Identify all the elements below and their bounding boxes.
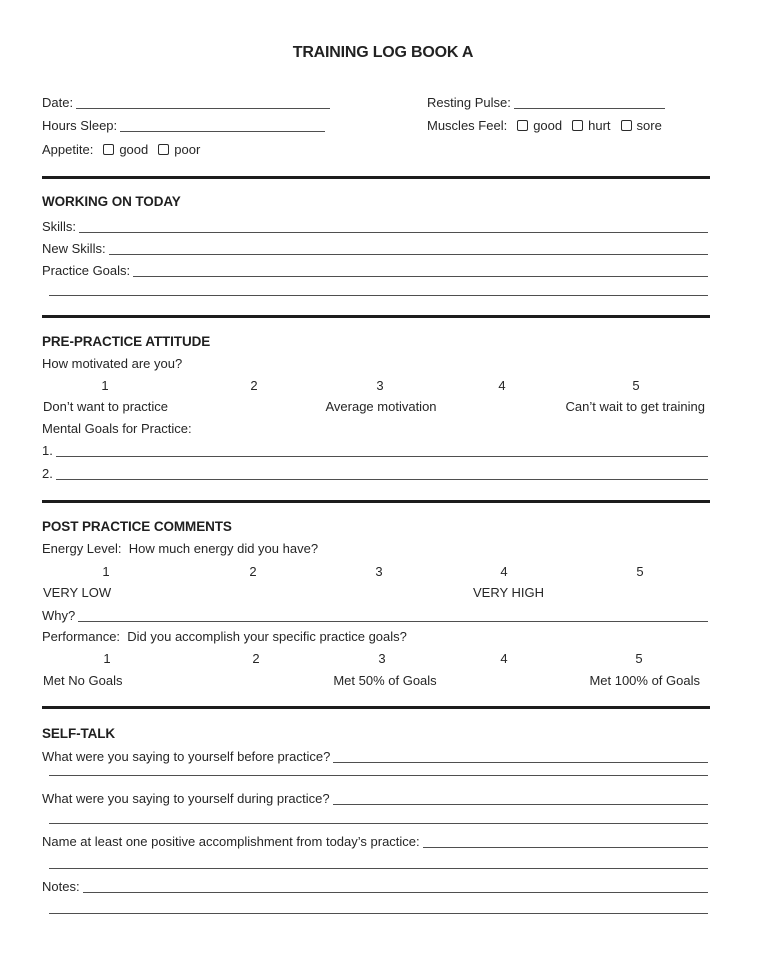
date-row — [42, 95, 330, 111]
new-skills-input-line[interactable] — [109, 253, 708, 255]
page-title: TRAINING LOG BOOK A — [292, 44, 474, 61]
section-divider — [42, 706, 710, 709]
motivation-scale-2[interactable]: 2 — [250, 378, 258, 393]
skills-row — [42, 219, 708, 235]
resting-pulse-label: Resting Pulse: — [427, 95, 511, 110]
goal-2-input-line[interactable] — [56, 478, 708, 480]
resting-pulse-row — [427, 95, 665, 111]
muscles-sore-label: sore — [636, 118, 662, 133]
why-row — [42, 608, 708, 624]
practice-goals-label: Practice Goals: — [42, 263, 131, 278]
performance-scale-4[interactable]: 4 — [500, 651, 508, 666]
checkbox-icon-appetite-poor[interactable] — [158, 144, 169, 155]
motivation-scale-3[interactable]: 3 — [376, 378, 384, 393]
muscles-feel-label: Muscles Feel: — [427, 118, 508, 133]
performance-question: Performance: Did you accomplish your specific practice goals? — [42, 629, 407, 644]
notes-continuation-line[interactable] — [49, 913, 708, 914]
hours-sleep-row — [42, 118, 325, 134]
energy-scale-5[interactable]: 5 — [636, 564, 644, 579]
before-practice-label: What were you saying to yourself before practice? — [42, 749, 331, 764]
energy-question: Energy Level: How much energy did you have? — [42, 541, 319, 556]
energy-scale-4[interactable]: 4 — [500, 564, 508, 579]
muscles-option-sore — [621, 118, 662, 134]
skills-label: Skills: — [42, 219, 76, 234]
energy-anchors — [0, 585, 766, 601]
notes-input-line[interactable] — [83, 891, 708, 893]
accomplishment-continuation-line[interactable] — [49, 868, 708, 869]
accomplishment-row — [42, 834, 708, 850]
before-practice-input-line[interactable] — [333, 761, 708, 763]
working-on-today-heading: WORKING ON TODAY — [42, 194, 181, 209]
motivation-scale-4[interactable]: 4 — [498, 378, 506, 393]
motivation-question: How motivated are you? — [42, 356, 183, 371]
motivation-anchor-low: Don’t want to practice — [43, 399, 169, 414]
muscles-hurt-label: hurt — [588, 118, 611, 133]
before-practice-continuation-line[interactable] — [49, 775, 708, 776]
self-talk-heading: SELF-TALK — [42, 726, 116, 741]
new-skills-row — [42, 241, 708, 257]
during-practice-label: What were you saying to yourself during practice? — [42, 791, 330, 806]
appetite-option-good — [103, 142, 148, 158]
hours-sleep-input-line[interactable] — [120, 130, 325, 132]
mental-goals-label: Mental Goals for Practice: — [42, 421, 192, 436]
accomplishment-input-line[interactable] — [423, 846, 708, 848]
new-skills-label: New Skills: — [42, 241, 106, 256]
section-divider — [42, 315, 710, 318]
performance-scale-5[interactable]: 5 — [635, 651, 643, 666]
practice-goals-input-line[interactable] — [133, 275, 708, 277]
goal-1-label: 1. — [42, 443, 53, 458]
energy-scale-1[interactable]: 1 — [102, 564, 110, 579]
mental-goal-1-row — [42, 443, 708, 459]
skills-input-line[interactable] — [79, 231, 708, 233]
date-label: Date: — [42, 95, 74, 110]
energy-anchor-high: VERY HIGH — [473, 585, 545, 600]
muscles-good-label: good — [533, 118, 563, 133]
before-practice-row — [42, 749, 708, 765]
checkbox-icon-muscles-good[interactable] — [517, 120, 528, 131]
muscles-feel-row — [427, 118, 662, 134]
motivation-anchor-mid: Average motivation — [325, 399, 437, 414]
accomplishment-label: Name at least one positive accomplishment from today’s practice: — [42, 834, 420, 849]
performance-anchor-low: Met No Goals — [43, 673, 123, 688]
checkbox-icon-muscles-hurt[interactable] — [572, 120, 583, 131]
during-practice-row — [42, 791, 708, 807]
performance-scale-1[interactable]: 1 — [103, 651, 111, 666]
appetite-poor-label: poor — [174, 142, 201, 157]
during-practice-continuation-line[interactable] — [49, 823, 708, 824]
during-practice-input-line[interactable] — [333, 803, 708, 805]
motivation-anchor-high: Can’t wait to get training — [565, 399, 705, 414]
goal-1-input-line[interactable] — [56, 455, 708, 457]
practice-goals-continuation-line[interactable] — [49, 295, 708, 296]
appetite-label: Appetite: — [42, 142, 94, 157]
motivation-scale-5[interactable]: 5 — [632, 378, 640, 393]
energy-scale-2[interactable]: 2 — [249, 564, 257, 579]
performance-anchors — [0, 673, 766, 689]
section-divider — [42, 176, 710, 179]
checkbox-icon-appetite-good[interactable] — [103, 144, 114, 155]
goal-2-label: 2. — [42, 466, 53, 481]
checkbox-icon-muscles-sore[interactable] — [621, 120, 632, 131]
hours-sleep-label: Hours Sleep: — [42, 118, 118, 133]
motivation-anchors — [0, 399, 766, 415]
appetite-option-poor — [158, 142, 200, 158]
why-label: Why? — [42, 608, 76, 623]
notes-row — [42, 879, 708, 895]
mental-goal-2-row — [42, 466, 708, 482]
why-input-line[interactable] — [78, 620, 708, 622]
appetite-row — [42, 142, 200, 158]
notes-label: Notes: — [42, 879, 80, 894]
muscles-option-hurt — [572, 118, 610, 134]
pre-practice-heading: PRE-PRACTICE ATTITUDE — [42, 334, 211, 349]
performance-scale-2[interactable]: 2 — [252, 651, 260, 666]
performance-anchor-mid: Met 50% of Goals — [333, 673, 437, 688]
energy-scale-3[interactable]: 3 — [375, 564, 383, 579]
performance-scale-3[interactable]: 3 — [378, 651, 386, 666]
motivation-scale — [0, 378, 766, 394]
energy-scale — [0, 564, 766, 580]
muscles-option-good — [517, 118, 562, 134]
post-practice-heading: POST PRACTICE COMMENTS — [42, 519, 232, 534]
date-input-line[interactable] — [76, 107, 330, 109]
motivation-scale-1[interactable]: 1 — [101, 378, 109, 393]
resting-pulse-input-line[interactable] — [514, 107, 665, 109]
section-divider — [42, 500, 710, 503]
energy-anchor-low: VERY LOW — [43, 585, 112, 600]
appetite-good-label: good — [119, 142, 149, 157]
performance-anchor-high: Met 100% of Goals — [589, 673, 700, 688]
practice-goals-row — [42, 263, 708, 279]
performance-scale — [0, 651, 766, 667]
